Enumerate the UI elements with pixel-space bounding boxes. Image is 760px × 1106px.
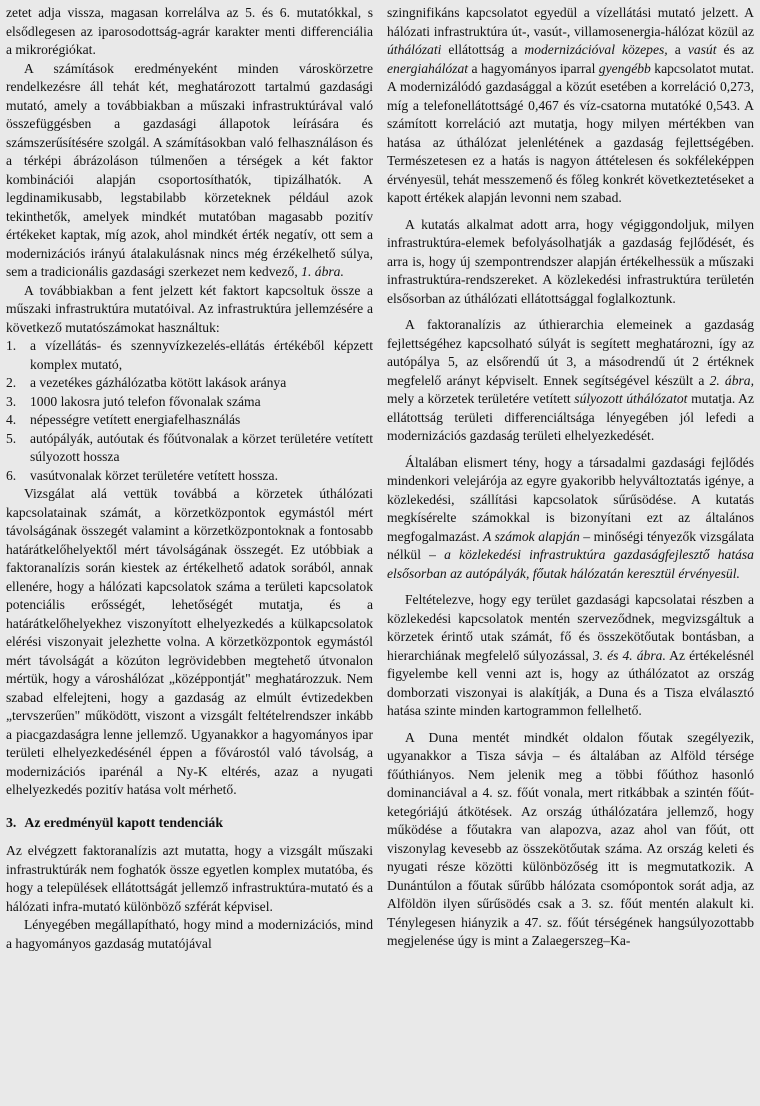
list-item	[6, 374, 373, 393]
list-item	[6, 467, 373, 486]
emphasis: a közlekedési infrastruktúra gazdaságfejlesztő hatása elsősorban az autópályák, főutak hálózatán keresztül érvényesül.	[387, 547, 754, 581]
right-paragraph-2: A kutatás alkalmat adott arra, hogy végiggondoljuk, milyen infrastruktúra-elemek befolyásolhatják a gazdaság fejlődését, és arra is, hogy új szempontrendszer alapján értékelhessük a műszaki infrastruktúra-rendszereket. A közlekedési infrastruktúra területén elsősorban az úthálózati ellátottsággal foglalkoztunk.	[387, 216, 754, 306]
text-run: – minőségi tényezők vizsgálata nélkül –	[387, 528, 754, 562]
right-paragraph-1	[387, 4, 754, 208]
list-item-number: 4.	[6, 412, 17, 427]
list-item-text: 1000 lakosra jutó telefon fővonalak száma	[30, 393, 261, 409]
emphasis: vasút	[687, 42, 717, 57]
list-item-text: a vízellátás- és szennyvízkezelés-ellátás értékéből képzett komplex mutató,	[30, 338, 373, 372]
text-run: a	[674, 42, 681, 57]
text-run: Az értékelésnél figyelembe kell venni azt is, hogy az úthálózatot az ország domborzati viszonyai is alakítják, a Duna és a Tisza elválasztó hatása szinte minden kartogrammon fellelhető.	[387, 647, 754, 718]
right-paragraph-4	[387, 454, 754, 584]
section-title: Az eredményül kapott tendenciák	[24, 814, 224, 830]
text-run: a hagyományos iparral	[471, 60, 596, 76]
left-paragraph-0: zetet adja vissza, magasan korrelálva az 5. és 6. mutatókkal, s elsődlegesen az iparosodottság-agrár karakter menti differenciália a mikrorégiókat.	[6, 5, 373, 57]
left-paragraph-1	[6, 60, 373, 282]
figure-ref-1: 1. ábra.	[301, 264, 344, 279]
text-run: Általában elismert tény, hogy a társadalmi gazdasági fejlődés mindenkori velejárója az egyre gyakoribb helyváltoztatás igénye, a közlekedési, szállítási kapcsolatok sűrűsödése. A kutatás megkísérelte számokkal is bizonyítani ezt az általános megfogalmazást.	[387, 454, 754, 544]
left-paragraph-4: Az elvégzett faktoranalízis azt mutatta, hogy a vizsgált műszaki infrastruktúrák nem foghatók össze egyetlen komplex mutatóba, és hogy a települések ellátottságát jellemző infrastruktúra-mutató és a hálózati infra-mutató különböző szférát képvisel.	[6, 843, 373, 914]
text-run: kapcsolatot mutat. A modernizálódó gazdasággal a közút esetében a korreláció 0,273, míg a telefonellátottságé 0,467 és víz-csatorna mutatóké 0,543. A számított korreláció azt mutatja, hogy milyen mértékben van hatása az úthálózat jelenlétének a gazdaság fejlettségében. Természetesen ez a hatás is nagyon áttételesen és sokféleképpen érvényesül, tehát messzemenő és főleg konkrét következtetéseket a kapott értékek alapján levonni nem szabad.	[387, 60, 754, 205]
right-column	[387, 4, 754, 1106]
list-item-text: autópályák, autóutak és főútvonalak a körzet területére vetített súlyozott hossza	[30, 430, 373, 464]
text-run: szingnifikáns kapcsolatot egyedül a vízellátási mutató jelzett. A hálózati infrastruktúra út-, vasút-, villamosenergia-hálózat közül az	[387, 5, 754, 39]
emphasis: gyengébb	[598, 60, 651, 76]
section-number: 3.	[6, 814, 17, 830]
emphasis: modernizációval közepes,	[524, 42, 668, 57]
list-item	[6, 411, 373, 430]
left-column	[6, 4, 373, 1106]
list-item-text: vasútvonalak körzet területére vetített hossza.	[30, 467, 278, 483]
text-run: ellátottság a	[448, 42, 518, 57]
list-item-number: 2.	[6, 375, 17, 390]
emphasis: úthálózati	[387, 42, 442, 57]
left-paragraph-2: A továbbiakban a fent jelzett két faktort kapcsoltuk össze a műszaki infrastruktúra mutatóival. Az infrastruktúra jellemzésére a következő mutatószámokat használtuk:	[6, 282, 373, 335]
indicator-list	[6, 337, 373, 485]
right-paragraph-3	[387, 316, 754, 446]
left-paragraph-3: Vizsgálat alá vettük továbbá a körzetek úthálózati kapcsolatainak számát, a körzetközpontok egymástól mért távolságának összegét valamint a körzetközpontoknak a fontosabb határátkelőhelyektől mért távolságának összegét. Ez utóbbiak a faktoranalízis során kiestek az értékelhető adatok sorából, annak ellenére, hogy a hálózati kapcsolatok száma a területi kapcsolatok potenciális erősségét, lehetőségét mutatja, és a határátkelőhelyekhez viszonyított elhelyezkedés a külkapcsolatok elérési viszonyait jelezhette volna. A körzetközpontok egymástól mért távolságát a közúton legrövidebben megtehető útvonalon mértük, hogy a városhálózat „középpontját" meghatározzuk. Nem szabad elfelejteni, hogy a gazdaság az elmúlt évtizedekben „tervszerűen" működött, viszont a vizsgált feltételrendszer inkább a piacgazdaságra lenne jellemző. Ugyanakkor a hagyományos ipar területi elhelyezkedésénél éppen a fővárostól való távolság, a modernizációs iparénál a Ny-K eltérés, azaz a nyugati elhelyezkedés pozitív hatása volt mérhető.	[6, 486, 373, 797]
list-item	[6, 430, 373, 467]
text-run: mutatja. Az ellátottság területi differenciáltsága lényegében jól lefedi a modernizációs gazdaság területi elhelyezkedését.	[387, 391, 754, 443]
list-item-text: népességre vetített energiafelhasználás	[30, 412, 241, 427]
text-run: mely a körzetek területére vetített	[387, 391, 571, 406]
list-item	[6, 393, 373, 412]
left-paragraph-5: Lényegében megállapítható, hogy mind a modernizációs, mind a hagyományos gazdaság mutatójával	[6, 917, 373, 951]
list-item-number: 5.	[6, 430, 17, 446]
emphasis: energiahálózat	[387, 60, 469, 76]
text-run: és az	[723, 42, 754, 57]
left-paragraph-1-text: A számítások eredményeként minden városkörzetre rendelkezésre áll tehát két, meghatározott tartalmú gazdasági mutató, amely a továbbiakban a műszaki infrastruktúrával való összefüggésben a gazdasági állapotok leírására és számszerűsítésére szolgál. A számításokban való felhasználáson és a térképi ábrázoláson túlmenően a térségek a két faktor kombinációi alapján csoportosíthatók, tipizálhatók. A legdinamikusabb, legstabilabb körzeteknek például azok tekinthetők, amelyek mindkét mutatóban magasabb pozitív értékeket kaptak, míg azok, ahol mindkét érték negatív, ott sem a modernizációs irányú átalakulásnak nincs még érzékelhető súlya, sem a tradicionális gazdasági szerkezet nem kedvező,	[6, 60, 373, 279]
figure-ref-2: 2. ábra,	[709, 372, 754, 388]
list-item-number: 3.	[6, 393, 17, 409]
text-run: A faktoranalízis az úthierarchia elemeinek a gazdaság fejlettségéhez kapcsolható súlyát is segített meghatározni, így az autópálya 5, az elsőrendű út 3, a másodrendű út 2 értéknek megfelelő arányt képviselt. Ennek segítségével készült a	[387, 317, 754, 388]
emphasis: A számok alapján	[483, 528, 580, 544]
emphasis: súlyozott úthálózatot	[574, 391, 688, 406]
list-item-number: 1.	[6, 338, 17, 353]
right-paragraph-5	[387, 591, 754, 721]
section-heading	[6, 814, 373, 833]
list-item	[6, 337, 373, 374]
figure-ref-3-4: 3. és 4. ábra.	[592, 647, 666, 663]
text-run: Feltételezve, hogy egy terület gazdasági kapcsolatai részben a közlekedési kapcsolatok mentén szerveződnek, megvizsgáltuk a körzetek érintő utak számát, fő és összekötőutak bontásban, a hierarchiának megfelelő súlyozással,	[387, 592, 754, 663]
list-item-text: a vezetékes gázhálózatba kötött lakások aránya	[30, 375, 287, 390]
list-item-number: 6.	[6, 467, 17, 483]
right-paragraph-6: A Duna mentét mindkét oldalon főutak szegélyezik, ugyanakkor a Tisza sávja – és általában az Alföld térsége főúthiányos. Nem jelenik meg a többi főúthoz hasonló dominanciával a 4. sz. főút vonala, mert ritkábbak a szintén főút-ketegóriájú átkötések. Az ország úthálózatára jellemző, hogy működése a főutakra van alapozva, azaz ahol van főút, ott viszonylag kevesebb az összekötőutak száma. Az ország keleti és nyugati része közötti különbözőség itt is megmutatkozik. A Dunántúlon a főutak sűrűbb hálózata csomópontok sorát adja, az Alföldön ilyen sűrűsödés csak a 3. sz. főút mentén alakult ki. Ténylegesen hiányzik a 47. sz. főút térségének hangsúlyozottabb megjelenése úgy is mint a Zalaegerszeg–Ka-	[387, 729, 754, 948]
